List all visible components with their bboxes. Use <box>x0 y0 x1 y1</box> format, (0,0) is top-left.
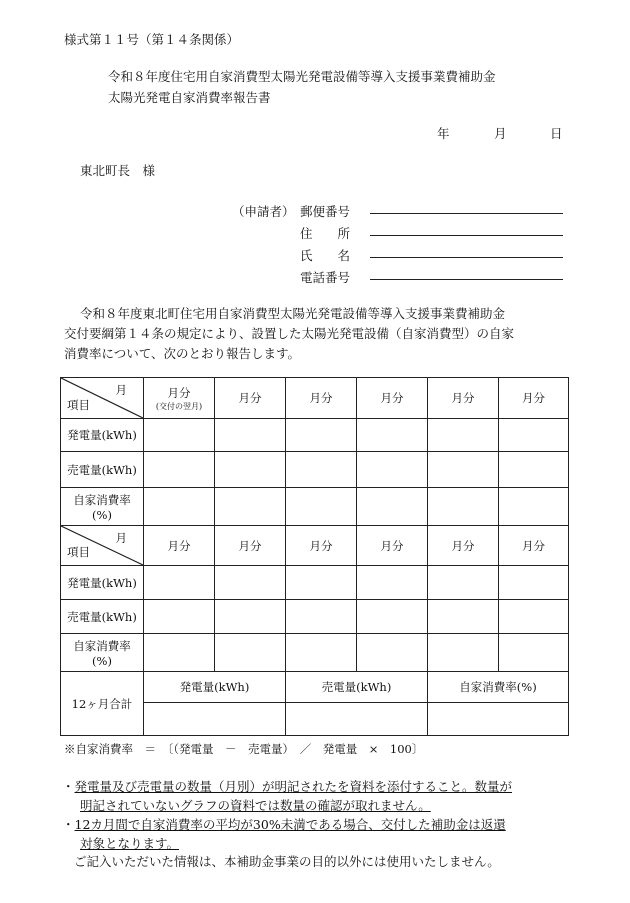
input-cell[interactable] <box>499 634 569 672</box>
date-month: 月 <box>494 126 507 141</box>
first-month-note: (交付の翌月) <box>155 401 203 411</box>
postal-field[interactable] <box>370 213 563 214</box>
month-header: 月分 <box>144 526 215 566</box>
input-cell[interactable] <box>215 419 286 452</box>
input-cell[interactable] <box>499 419 569 452</box>
table-header-corner <box>61 378 144 419</box>
row-label-generation: 発電量(kWh) <box>61 566 144 600</box>
header-item: 項目 <box>67 545 90 559</box>
input-cell[interactable] <box>215 600 286 634</box>
form-number: 様式第１１号（第１４条関係） <box>64 32 240 47</box>
month-header: 月分 <box>499 378 569 419</box>
input-cell[interactable] <box>428 600 499 634</box>
rate-label: 自家消費率 <box>73 638 131 653</box>
date-year: 年 <box>437 126 450 141</box>
note-2a: ・12カ月間で自家消費率の平均が30%未満である場合、交付した補助金は返還 <box>62 817 506 832</box>
note-2b: 対象となります。 <box>80 836 180 851</box>
input-cell[interactable] <box>357 452 428 488</box>
input-cell[interactable] <box>357 419 428 452</box>
total-header-rate: 自家消費率(%) <box>428 672 569 703</box>
header-item: 項目 <box>67 398 90 412</box>
name-field[interactable] <box>370 257 563 258</box>
input-cell[interactable] <box>144 600 215 634</box>
input-cell[interactable] <box>499 566 569 600</box>
row-label-sold: 売電量(kWh) <box>61 452 144 488</box>
month-header-first <box>144 378 215 419</box>
note-1b: 明記されていないグラフの資料では数量の確認が取れません。 <box>80 798 431 813</box>
input-cell[interactable] <box>499 488 569 526</box>
title-line1: 令和８年度住宅用自家消費型太陽光発電設備等導入支援事業費補助金 <box>108 69 496 84</box>
applicant-label: （申請者） <box>232 204 295 219</box>
formula-note: ※自家消費率 ＝ 〔（発電量 － 売電量） ／ 発電量 × 100〕 <box>64 742 424 756</box>
input-cell[interactable] <box>215 634 286 672</box>
row-label-rate <box>61 634 144 672</box>
month-header: 月分 <box>428 378 499 419</box>
input-cell[interactable] <box>428 488 499 526</box>
input-cell[interactable] <box>286 488 357 526</box>
month-header: 月分 <box>499 526 569 566</box>
row-label-rate <box>61 488 144 526</box>
input-cell[interactable] <box>144 634 215 672</box>
input-cell[interactable] <box>286 452 357 488</box>
name-label: 氏 名 <box>300 248 351 263</box>
address-field[interactable] <box>370 235 563 236</box>
input-cell[interactable] <box>286 419 357 452</box>
rate-unit: (%) <box>92 507 112 522</box>
input-cell[interactable] <box>215 452 286 488</box>
input-cell[interactable] <box>144 488 215 526</box>
input-cell[interactable] <box>144 452 215 488</box>
input-cell[interactable] <box>286 600 357 634</box>
table-header-corner <box>61 526 144 566</box>
addressee: 東北町長 様 <box>80 163 156 178</box>
total-rate-input[interactable] <box>428 703 569 736</box>
input-cell[interactable] <box>428 566 499 600</box>
row-label-generation: 発電量(kWh) <box>61 419 144 452</box>
input-cell[interactable] <box>286 634 357 672</box>
input-cell[interactable] <box>144 419 215 452</box>
postal-label: 郵便番号 <box>300 204 351 219</box>
month-header: 月分 <box>428 526 499 566</box>
body-line2: 交付要綱第１４条の規定により、設置した太陽光発電設備（自家消費型）の自家 <box>64 326 515 341</box>
input-cell[interactable] <box>357 488 428 526</box>
input-cell[interactable] <box>215 488 286 526</box>
input-cell[interactable] <box>357 634 428 672</box>
rate-label: 自家消費率 <box>73 492 131 507</box>
total-header-generation: 発電量(kWh) <box>144 672 286 703</box>
note-1a: ・発電量及び売電量の数量（月別）が明記されたを資料を添付すること。数量が <box>62 779 513 794</box>
note-3: ご記入いただいた情報は、本補助金事業の目的以外には使用いたしません。 <box>74 854 500 869</box>
input-cell[interactable] <box>499 600 569 634</box>
row-label-sold: 売電量(kWh) <box>61 600 144 634</box>
total-label: 12ヶ月合計 <box>61 672 144 736</box>
input-cell[interactable] <box>357 566 428 600</box>
input-cell[interactable] <box>357 600 428 634</box>
input-cell[interactable] <box>428 634 499 672</box>
input-cell[interactable] <box>499 452 569 488</box>
body-line1: 令和８年度東北町住宅用自家消費型太陽光発電設備等導入支援事業費補助金 <box>80 306 506 321</box>
rate-unit: (%) <box>92 653 112 668</box>
title-line2: 太陽光発電自家消費率報告書 <box>108 90 271 105</box>
month-header: 月分 <box>357 526 428 566</box>
input-cell[interactable] <box>428 452 499 488</box>
input-cell[interactable] <box>428 419 499 452</box>
header-month: 月 <box>115 383 127 397</box>
report-table <box>60 377 569 736</box>
address-label: 住 所 <box>300 226 351 241</box>
input-cell[interactable] <box>286 566 357 600</box>
date-day: 日 <box>550 126 563 141</box>
month-header: 月分 <box>357 378 428 419</box>
month-header: 月分 <box>215 526 286 566</box>
month-header: 月分 <box>286 378 357 419</box>
total-sold-input[interactable] <box>286 703 428 736</box>
phone-field[interactable] <box>370 279 563 280</box>
month-header: 月分 <box>215 378 286 419</box>
body-line3: 消費率について、次のとおり報告します。 <box>64 346 301 361</box>
total-header-sold: 売電量(kWh) <box>286 672 428 703</box>
month-header: 月分 <box>286 526 357 566</box>
input-cell[interactable] <box>144 566 215 600</box>
input-cell[interactable] <box>215 566 286 600</box>
total-generation-input[interactable] <box>144 703 286 736</box>
month-header-label: 月分 <box>167 385 191 400</box>
phone-label: 電話番号 <box>300 270 351 285</box>
header-month: 月 <box>115 531 127 545</box>
